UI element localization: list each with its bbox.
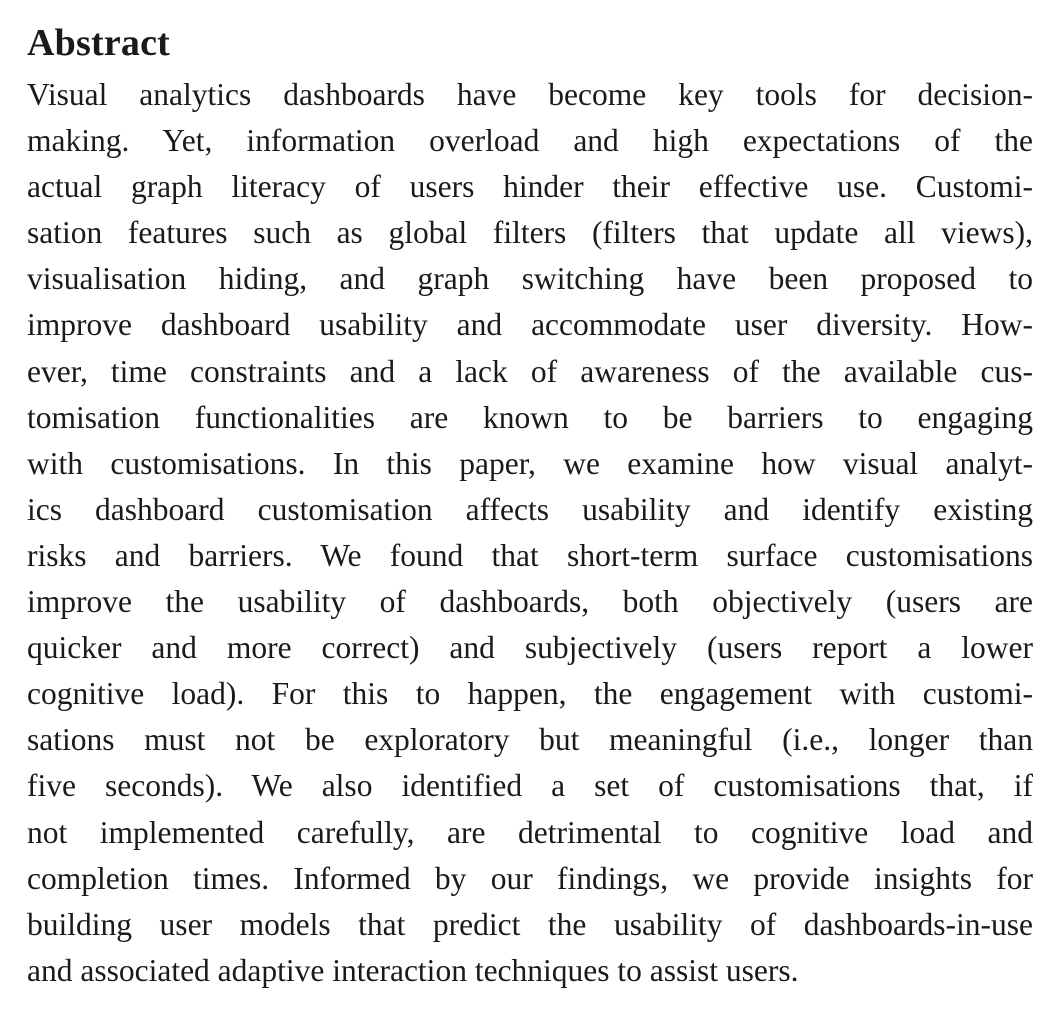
text-line: not implemented carefully, are detrimental to cognitive load and (27, 814, 1033, 850)
text-line: ics dashboard customisation affects usability and identify existing (27, 491, 1033, 527)
text-line: risks and barriers. We found that short-term surface customisations (27, 537, 1033, 573)
text-line: and associated adaptive interaction techniques to assist users. (27, 952, 799, 988)
text-line: five seconds). We also identified a set of customisations that, if (27, 768, 1033, 804)
text-line: visualisation hiding, and graph switching have been proposed to (27, 261, 1033, 297)
text-line: tomisation functionalities are known to be barriers to engaging (27, 399, 1033, 435)
text-line: Visual analytics dashboards have become key tools for decision- (27, 77, 1033, 112)
abstract-paragraph (27, 72, 1033, 994)
section-heading: Abstract (27, 22, 171, 64)
text-line: quicker and more correct) and subjectively (users report a lower (27, 630, 1033, 666)
abstract-section (27, 16, 1033, 994)
text-line: cognitive load). For this to happen, the engagement with customi- (27, 676, 1033, 712)
text-line: ever, time constraints and a lack of awareness of the available cus- (27, 353, 1033, 389)
text-line: sations must not be exploratory but meaningful (i.e., longer than (27, 722, 1033, 758)
text-line: improve the usability of dashboards, both objectively (users are (27, 584, 1033, 620)
text-line: making. Yet, information overload and high expectations of the (27, 123, 1033, 159)
text-line: actual graph literacy of users hinder their effective use. Customi- (27, 169, 1033, 205)
text-line: building user models that predict the usability of dashboards-in-use (27, 906, 1033, 942)
text-line: completion times. Informed by our findings, we provide insights for (27, 860, 1033, 896)
text-line: with customisations. In this paper, we examine how visual analyt- (27, 445, 1033, 481)
text-line: improve dashboard usability and accommodate user diversity. How- (27, 307, 1033, 343)
text-line: sation features such as global filters (filters that update all views), (27, 215, 1033, 251)
